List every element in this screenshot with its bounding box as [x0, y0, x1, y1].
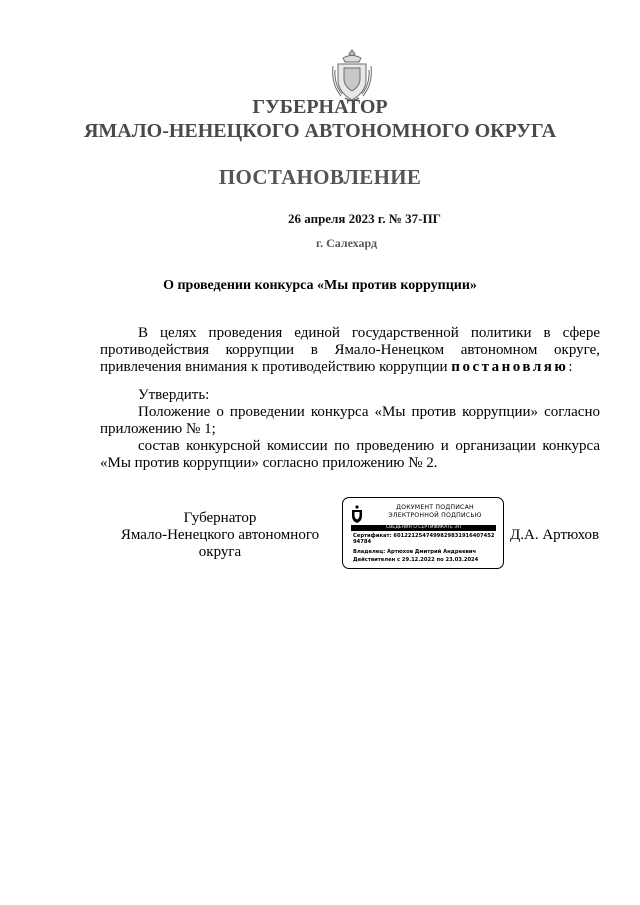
authority-title-line2: ЯМАЛО-НЕНЕЦКОГО АВТОНОМНОГО ОКРУГА: [83, 120, 557, 142]
decision-verb: постановляю: [451, 359, 569, 375]
date-number: 26 апреля 2023 г. № 37-ПГ: [288, 211, 441, 226]
authority-title-line1: ГУБЕРНАТОР: [252, 96, 388, 118]
document-type: ПОСТАНОВЛЕНИЕ: [218, 165, 422, 189]
preamble-paragraph: [100, 325, 600, 376]
stamp-certificate: Сертификат: 601221254749982983191640745294784: [353, 533, 495, 545]
document-subject: О проведении конкурса «Мы против коррупции»: [163, 278, 477, 293]
coat-of-arms-small-icon: [349, 504, 365, 524]
stamp-heading-line2: ЭЛЕКТРОННОЙ ПОДПИСЬЮ: [388, 511, 482, 519]
electronic-signature-stamp: [342, 497, 504, 569]
signatory-position: [100, 510, 340, 561]
preamble-text: В целях проведения единой государственной политики в сфере противодействия коррупции в Ямало-Ненецком автономном округе, привлечения внимания к противодействию коррупции: [100, 325, 600, 375]
city: г. Салехард: [316, 236, 378, 250]
signatory-position-line1: Губернатор: [183, 510, 257, 526]
stamp-certificate-bar: СВЕДЕНИЯ О СЕРТИФИКАТЕ ЭП: [351, 525, 496, 531]
signatory-position-line2: Ямало-Ненецкого автономного округа: [120, 527, 320, 560]
decision-item-1: Положение о проведении конкурса «Мы против коррупции» согласно приложению № 1;: [100, 404, 600, 437]
stamp-heading: [371, 504, 499, 519]
signatory-name: Д.А. Артюхов: [510, 527, 600, 543]
decision-item-2: состав конкурсной комиссии по проведению и организации конкурса «Мы против коррупции» согласно приложению № 2.: [100, 438, 600, 471]
preamble-end: :: [568, 359, 573, 375]
approve-label: Утвердить:: [138, 387, 210, 403]
stamp-heading-line1: ДОКУМЕНТ ПОДПИСАН: [396, 504, 474, 511]
stamp-owner: Владелец: Артюхов Дмитрий Андреевич: [353, 549, 477, 555]
stamp-validity: Действителен с 29.12.2022 по 23.03.2024: [353, 557, 479, 563]
decision-block: [100, 387, 600, 472]
